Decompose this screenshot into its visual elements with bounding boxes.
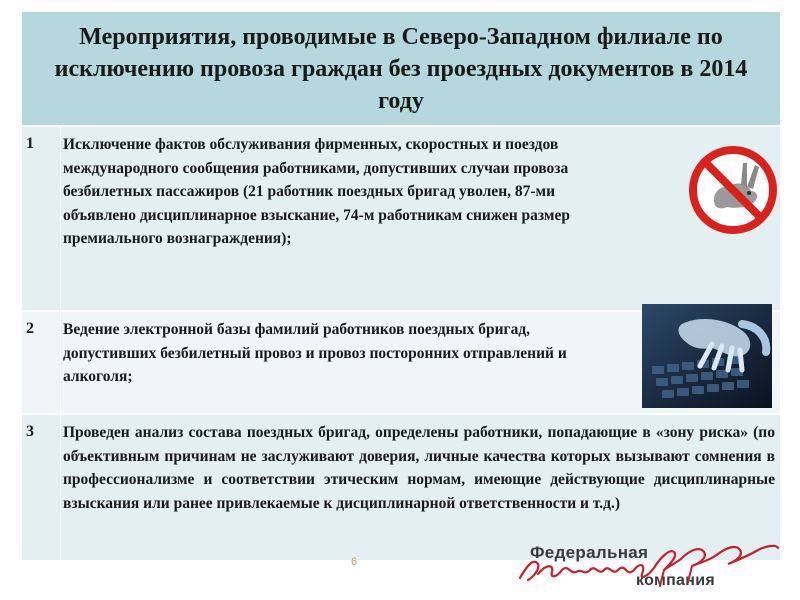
- page-number: 6: [351, 556, 358, 568]
- logo-script-icon: [514, 534, 784, 596]
- logo-line-1: Федеральная: [530, 543, 649, 562]
- table-row: [22, 312, 780, 413]
- row-number: 1: [26, 135, 34, 152]
- slide: [22, 12, 780, 560]
- header-bar: [22, 12, 780, 125]
- logo-line-2: компания: [636, 572, 715, 589]
- row-text: Ведение электронной базы фамилий работников поездных бригад, допустивших безбилетный провоз и провоз посторонних отправлений и алкоголя;: [63, 321, 567, 385]
- row-number: 2: [26, 320, 34, 337]
- column-divider: [60, 127, 61, 310]
- column-divider: [60, 415, 61, 560]
- keyboard-typing-photo: [642, 304, 772, 408]
- page-title: Мероприятия, проводимые в Северо-Западном филиале по исключению провоза граждан без проездных документов в 2014 году: [54, 23, 748, 114]
- company-logo: [514, 534, 784, 596]
- column-divider: [60, 312, 61, 413]
- row-text: Проведен анализ состава поездных бригад, определены работники, попадающие в «зону риска» (по объективным причинам не заслуживают доверия, личные качества которых вызывают сомнения в профессионализме и соответствии этическим нормам, имеющие действующие дисциплинарные взыскания или ранее привлекаемые к дисциплинарной ответственности и т.д.): [63, 424, 775, 512]
- row-text: Исключение фактов обслуживания фирменных, скоростных и поездов международного сообщения работниками, допустивших случаи провоза безбилетных пассажиров (21 работник поездных бригад уволен, 87-ми объявлено дисциплинарное взыскание, 74-м работникам снижен размер премиального вознаграждения);: [63, 136, 570, 247]
- table-row: [22, 127, 780, 310]
- no-rabbit-sign-icon: [685, 143, 781, 237]
- row-number: 3: [26, 423, 34, 440]
